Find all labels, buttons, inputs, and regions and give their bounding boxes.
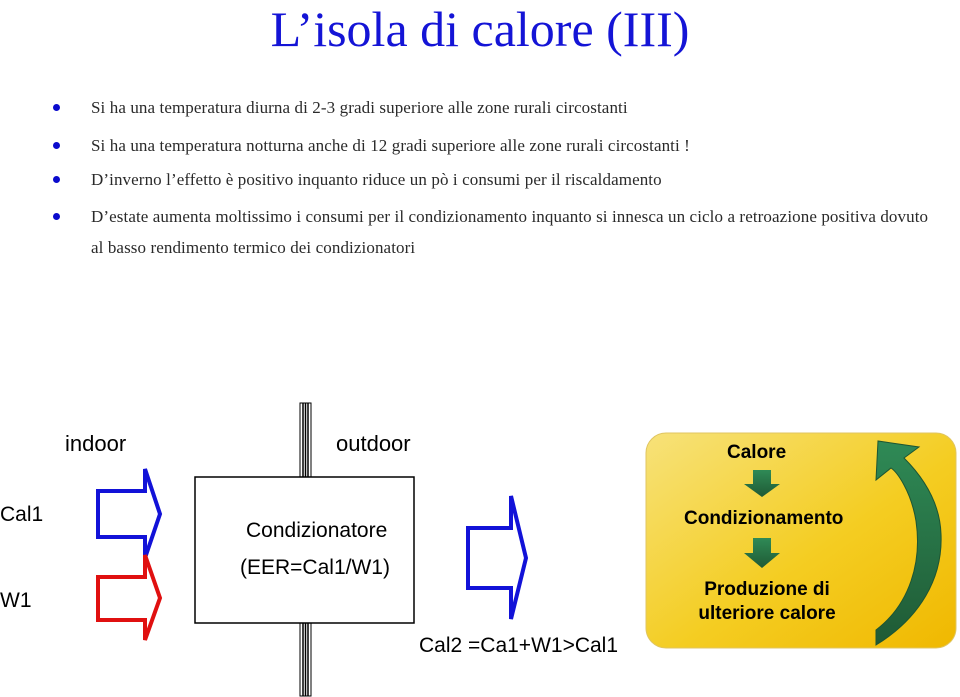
bullet-text: Si ha una temperatura notturna anche di 12 gradi superiore alle zone rurali circostanti ! [91,136,690,155]
outdoor-label: outdoor [336,431,411,456]
eer-formula-label: (EER=Cal1/W1) [240,556,390,579]
power-input-arrow-icon [98,555,160,640]
heat-output-arrow-icon [468,496,526,619]
cycle-heat-label: Calore [727,442,787,463]
cycle-conditioning-label: Condizionamento [684,508,844,529]
bullet-text: D’inverno l’effetto è positivo inquanto riduce un pò i consumi per il riscaldamento [91,170,662,189]
slide-title: L’isola di calore (III) [270,1,690,57]
air-conditioner-box [195,477,414,623]
w1-label: W1 [0,589,32,612]
heat-input-arrow-icon [98,469,160,558]
cal1-label: Cal1 [0,503,44,526]
bullet-text: D’estate aumenta moltissimo i consumi per il condizionamento inquanto si innesca un ciclo a retroazione positiva dovuto al basso rendimento termico dei condizionatori [91,207,929,257]
bullet-text: Si ha una temperatura diurna di 2-3 gradi superiore alle zone rurali circostanti [91,98,628,117]
output-heat-formula: Cal2 =Ca1+W1>Cal1 [419,634,619,657]
air-conditioner-label: Condizionatore [246,519,388,542]
cycle-extra-heat-label: Produzione di ulteriore calore [698,579,836,624]
indoor-label: indoor [65,431,127,456]
